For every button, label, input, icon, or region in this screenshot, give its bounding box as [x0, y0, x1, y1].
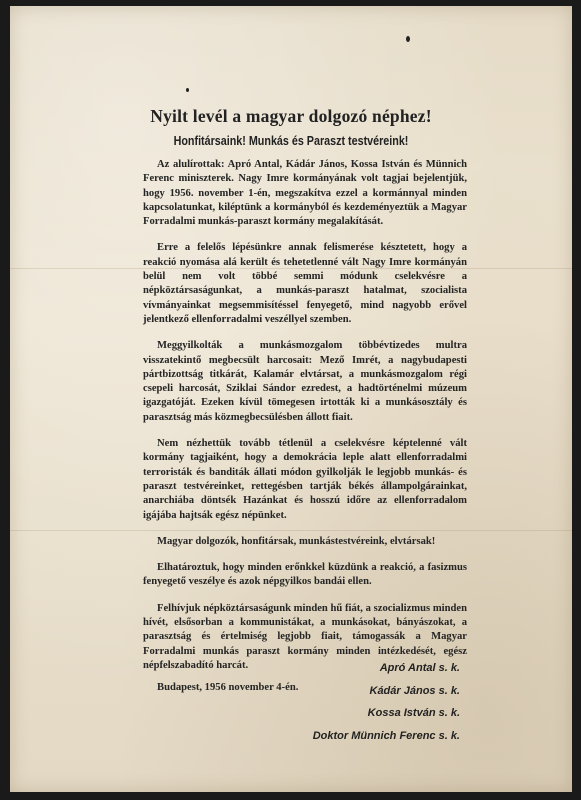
paragraph: Meggyilkolták a munkásmozgalom többévtizedes multra visszatekintő megbecsült harcosait: Mező Imrét, a nagybudapesti pártbizottság titkárát, Kalamár elvtársat, a munkásmozgalom régi csepeli harcosát, Sziklai Sándor ezredest, a hadtörténelmi múzeum igazgatóját. Ezeken kívül tömegesen irtották ki a munkásosztály és parasztság más közmegbecsülésben állott fiait. [143, 340, 467, 423]
document-title: Nyilt levél a magyar dolgozó néphez! [150, 106, 432, 126]
signature-line: Doktor Münnich Ferenc s. k. [312, 729, 460, 742]
paragraph: Felhívjuk népköztársaságunk minden hű fiát, a szocializmus minden hívét, elsősorban a kommunistákat, a munkásokat, bányászokat, a parasztság és értelmiség legjobb fiait, támogassák a Magyar Forradalmi munkás paraszt kormány minden intézkedését, egész népfelszabadító harcát. [143, 602, 467, 671]
paragraph: Nem nézhettük tovább tétlenül a cselekvésre képtelenné vált kormány tagjaiként, hogy a demokrácia leple alatt ellenforradalmi terroristák és banditák állati módon gyilkolják le legjobb munkás- és paraszt testvéreinket, rettegésben tartják békés állampolgárainkat, anarchiába döntsék Hazánkat és hosszú időre az ellenforradalom igájába hajtsák egész népünket. [143, 438, 467, 521]
ink-speck [406, 36, 410, 42]
document-sheet [10, 6, 572, 792]
signature-block [260, 657, 460, 747]
document-subtitle: Honfitársaink! Munkás és Paraszt testvéreink! [173, 134, 409, 148]
paragraph: Erre a felelős lépésünkre annak felismerése késztetett, hogy a reakció nyomása alá került és tehetetlenné vált Nagy Imre kormányán belül nem volt többé semmi módunk cselekvésre a népköztársaságunkat, a munkás-paraszt hatalmat, szocialista vívmányainkat megsemmisítéssel fenyegető, mind nagyobb erővel jelentkező ellenforradalmi veszéllyel szemben. [143, 242, 467, 325]
date-line: Budapest, 1956 november 4-én. [157, 682, 299, 694]
document-body [143, 158, 467, 696]
paragraph: Az alulírottak: Apró Antal, Kádár János, Kossa István és Münnich Ferenc miniszterek. Nagy Imre kormányának volt tagjai bejelentjük, hogy 1956. november 1-én, megszakítva ezzel a kormánnyal minden kapcsolatunkat, kiléptünk a kormányból és kezdeményeztük a Magyar Forradalmi munkás-paraszt kormány megalakítását. [143, 159, 467, 228]
paragraph: Magyar dolgozók, honfitársak, munkástestvéreink, elvtársak! [157, 535, 436, 547]
paragraph: Elhatároztuk, hogy minden erőnkkel küzdünk a reakció, a fasizmus fenyegető veszélye és azok népgyilkos bandái ellen. [143, 562, 467, 588]
signature-line: Kossa István s. k. [367, 707, 460, 719]
signature-line: Kádár János s. k. [369, 684, 460, 697]
ink-speck [186, 88, 189, 92]
signature-line: Apró Antal s. k. [379, 662, 460, 674]
